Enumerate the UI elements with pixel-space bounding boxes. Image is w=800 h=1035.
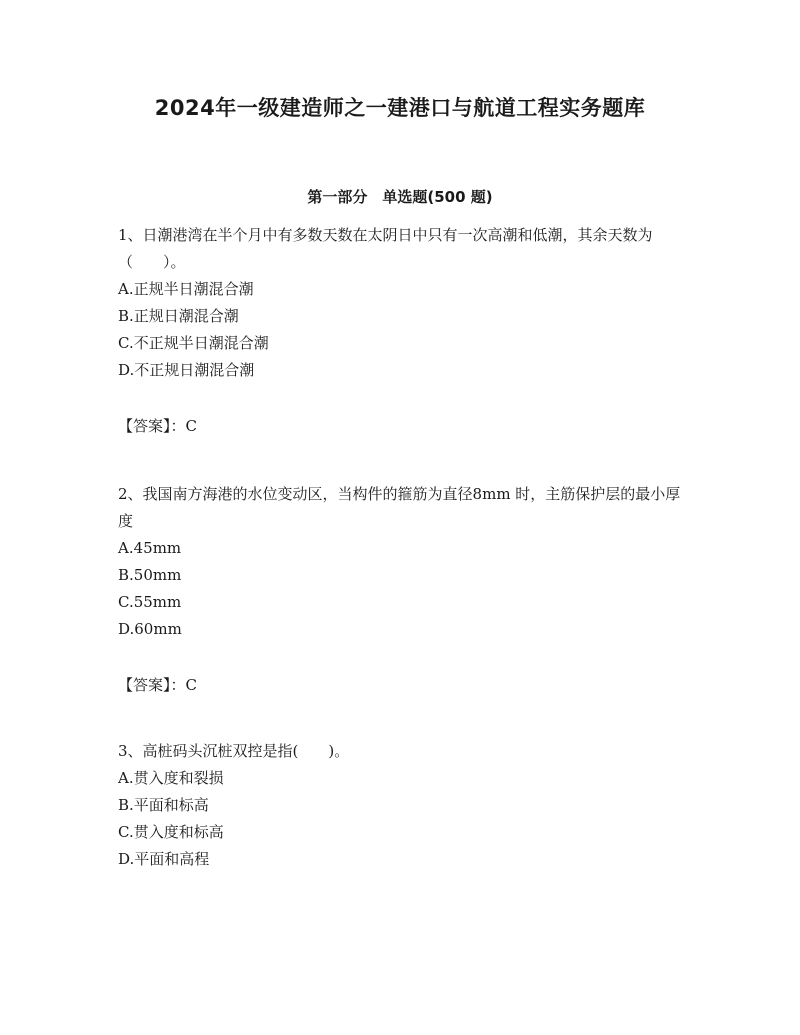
option-d: D.不正规日潮混合潮	[118, 361, 255, 379]
option-d: D.60mm	[118, 620, 182, 638]
option-b: B.50mm	[118, 566, 182, 584]
option-a: A.45mm	[118, 539, 182, 557]
option-c: C.不正规半日潮混合潮	[118, 334, 269, 352]
question-1	[118, 222, 688, 384]
option-a: A.贯入度和裂损	[118, 769, 224, 787]
option-list	[118, 535, 688, 643]
option-c: C.55mm	[118, 593, 182, 611]
question-stem: 2、我国南方海港的水位变动区，当构件的箍筋为直径8mm 时，主筋保护层的最小厚度	[118, 485, 681, 530]
option-d: D.平面和高程	[118, 850, 210, 868]
option-a: A.正规半日潮混合潮	[118, 280, 254, 298]
question-stem: 3、高桩码头沉桩双控是指( )。	[118, 742, 350, 760]
option-b: B.平面和标高	[118, 796, 209, 814]
section-title: 第一部分 单选题(500 题)	[307, 188, 493, 206]
answer-2: 【答案】：C	[118, 676, 197, 694]
option-c: C.贯入度和标高	[118, 823, 224, 841]
option-b: B.正规日潮混合潮	[118, 307, 239, 325]
option-list	[118, 765, 688, 873]
question-2	[118, 481, 688, 643]
question-3	[118, 738, 688, 873]
answer-1: 【答案】：C	[118, 417, 197, 435]
question-stem: 1、日潮港湾在半个月中有多数天数在太阴日中只有一次高潮和低潮，其余天数为（ ）。	[118, 226, 653, 271]
document-title: 2024年一级建造师之一建港口与航道工程实务题库	[154, 96, 646, 120]
option-list	[118, 276, 688, 384]
